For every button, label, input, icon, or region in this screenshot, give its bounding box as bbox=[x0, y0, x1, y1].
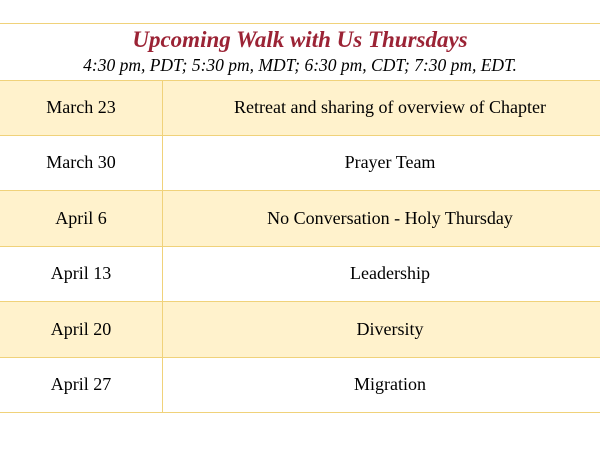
event-cell: Prayer Team bbox=[344, 152, 436, 173]
table-row bbox=[0, 80, 600, 136]
page-title: Upcoming Walk with Us Thursdays bbox=[132, 27, 468, 52]
schedule-table bbox=[0, 80, 600, 413]
event-cell: No Conversation - Holy Thursday bbox=[267, 207, 513, 228]
table-row bbox=[0, 247, 600, 303]
date-cell: March 30 bbox=[0, 136, 163, 191]
table-row bbox=[0, 136, 600, 192]
date-cell: April 13 bbox=[0, 247, 163, 302]
date-cell: April 20 bbox=[0, 302, 163, 357]
time-zones-subtitle: 4:30 pm, PDT; 5:30 pm, MDT; 6:30 pm, CDT; 7:30 pm, EDT. bbox=[83, 55, 517, 75]
table-row bbox=[0, 191, 600, 247]
event-cell: Migration bbox=[354, 374, 426, 395]
event-cell: Retreat and sharing of overview of Chapter bbox=[234, 97, 546, 118]
table-row bbox=[0, 358, 600, 414]
date-cell: April 6 bbox=[0, 191, 163, 246]
event-cell: Leadership bbox=[350, 263, 430, 284]
date-cell: March 23 bbox=[0, 81, 163, 135]
event-cell: Diversity bbox=[356, 318, 424, 339]
date-cell: April 27 bbox=[0, 358, 163, 413]
table-row bbox=[0, 302, 600, 358]
